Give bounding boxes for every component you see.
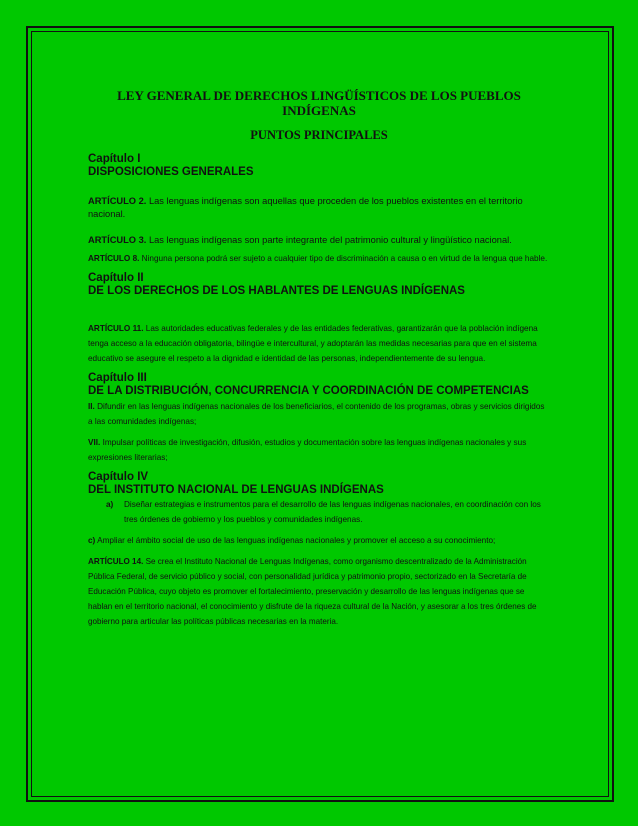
chapter-label: Capítulo I [88, 153, 141, 165]
chapter-name: DISPOSICIONES GENERALES [88, 165, 254, 178]
article-14: ARTÍCULO 14. Se crea el Instituto Nacional de Lenguas Indígenas, como organismo descentralizado de la Administración Pública Federal, de servicio público y social, con personalidad jurídica y patrimonio propio, sectorizado en la Secretaría de Educación Pública, cuyo objeto es promover el fortalecimiento, preservación y desarrollo de las lenguas indígenas que se hablan en el territorio nacional, el conocimiento y disfrute de la riqueza cultural de la Nación, y asesorar a los tres órdenes de gobierno para articular las políticas públicas necesarias en la materia. [88, 557, 537, 626]
chapter-name: DE LOS DERECHOS DE LOS HABLANTES DE LENGUAS INDÍGENAS [88, 284, 465, 297]
fraction-vii: VII. Impulsar políticas de investigación, difusión, estudios y documentación sobre las lenguas indígenas nacionales y sus expresiones literarias; [88, 438, 527, 462]
item-c: c) Ampliar el ámbito social de uso de las lenguas indígenas nacionales y promover el acceso a su conocimiento; [88, 536, 496, 545]
document-body [88, 88, 550, 629]
document-title: LEY GENERAL DE DERECHOS LINGÜÍSTICOS DE LOS PUEBLOS INDÍGENAS [117, 88, 521, 118]
chapter-2-heading [88, 272, 550, 297]
article-2: ARTÍCULO 2. Las lenguas indígenas son aquellas que proceden de los pueblos existentes en el territorio nacional. [88, 196, 523, 219]
fraction-ii: II. Difundir en las lenguas indígenas nacionales de los beneficiarios, el contenido de los programas, obras y servicios dirigidos a las comunidades indígenas; [88, 402, 545, 426]
chapter-name: DEL INSTITUTO NACIONAL DE LENGUAS INDÍGENAS [88, 483, 384, 496]
item-a: a) Diseñar estrategias e instrumentos para el desarrollo de las lenguas indígenas nacionales, en coordinación con los tres órdenes de gobierno y los pueblos y comunidades indígenas. [106, 500, 541, 524]
article-3: ARTÍCULO 3. Las lenguas indígenas son parte integrante del patrimonio cultural y lingüístico nacional. [88, 235, 512, 245]
chapter-4-heading [88, 471, 550, 496]
document-subtitle: PUNTOS PRINCIPALES [250, 128, 388, 142]
chapter-label: Capítulo III [88, 372, 147, 384]
article-11: ARTÍCULO 11. Las autoridades educativas federales y de las entidades federativas, garantizarán que la población indígena tenga acceso a la educación obligatoria, bilingüe e intercultural, y adoptarán las medidas necesarias para que en el sistema educativo se asegure el respeto a la dignidad e identidad de las personas, independientemente de su lengua. [88, 324, 538, 363]
chapter-label: Capítulo IV [88, 471, 149, 483]
chapter-label: Capítulo II [88, 272, 144, 284]
chapter-name: DE LA DISTRIBUCIÓN, CONCURRENCIA Y COORDINACIÓN DE COMPETENCIAS [88, 384, 529, 397]
chapter-1-heading [88, 153, 550, 178]
article-8: ARTÍCULO 8. Ninguna persona podrá ser sujeto a cualquier tipo de discriminación a causa o en virtud de la lengua que hable. [88, 254, 548, 263]
chapter-3-heading [88, 372, 550, 397]
